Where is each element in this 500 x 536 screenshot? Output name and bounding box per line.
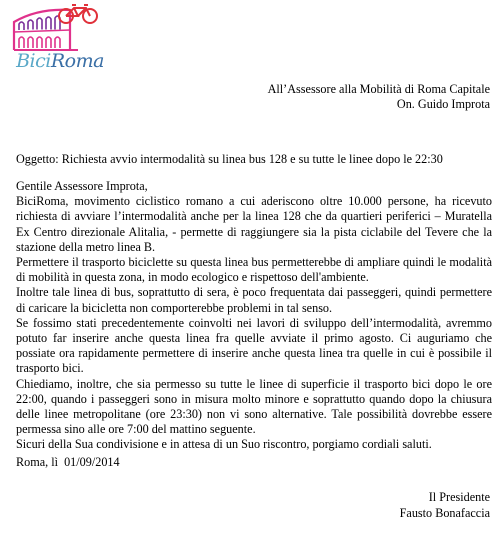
colosseum-bicycle-icon	[8, 2, 104, 54]
body-paragraph: Permettere il trasporto biciclette su questa linea bus permetterebbe di ampliare quindi le modalità di mobilità in questa zona, in modo ecologico e rispettoso dell'ambiente.	[16, 255, 492, 285]
logo-text-bici: Bici	[16, 50, 51, 72]
signature-block	[400, 490, 490, 521]
logo-text-roma: Roma	[50, 50, 104, 72]
recipient-line-1: All’Assessore alla Mobilità di Roma Capitale	[267, 82, 490, 96]
place-date: Roma, lì 01/09/2014	[16, 455, 120, 469]
recipient-line-2: On. Guido Improta	[396, 97, 490, 111]
subject-line: Oggetto: Richiesta avvio intermodalità su linea bus 128 e su tutte le linee dopo le 22:30	[16, 152, 443, 166]
signature-name: Fausto Bonafaccia	[399, 505, 490, 520]
closing-paragraph: Sicuri della Sua condivisione e in attesa di un Suo riscontro, porgiamo cordiali saluti.	[16, 437, 432, 452]
body-paragraph: BiciRoma, movimento ciclistico romano a cui aderiscono oltre 10.000 persone, ha ricevuto richiesta di avviare l’intermodalità anche per la linea 128 che da quartieri periferici – Muratella Ex Centro direzionale Alitalia, - permette di raggiungere sia la pista ciclabile del Tevere che la stazione della metro linea B.	[16, 194, 492, 254]
recipient-block	[268, 82, 490, 112]
body-paragraph: Se fossimo stati precedentemente coinvolti nei lavori di sviluppo dell’intermodalità, avremmo potuto far inserire anche questa linea fra quelle avviate il primo agosto. Ci auguriamo che possiate ora rapidamente permettere di inserire anche questa linea tra quelle in cui è possibile il trasporto bici.	[16, 315, 492, 376]
greeting: Gentile Assessore Improta,	[16, 179, 148, 193]
body-paragraph: Chiediamo, inoltre, che sia permesso su tutte le linee di superficie il trasporto bici dopo le ore 22:00, quando i passeggeri sono in misura molto minore e soprattutto quando dopo la chiusura delle linee metropolitane (ore 23:30) non vi sono alternative. Tale possibilità dovrebbe essere permessa sino alle ore 7:00 del mattino seguente.	[16, 376, 492, 437]
signature-role: Il Presidente	[428, 490, 490, 504]
logo-wordmark	[14, 50, 106, 72]
letter-body	[16, 179, 492, 453]
biciroma-logo	[8, 2, 104, 76]
body-paragraph: Inoltre tale linea di bus, soprattutto di sera, è poco frequentata dai passeggeri, quindi permettere di caricare la bicicletta non comporterebbe problemi in tal senso.	[16, 285, 492, 315]
